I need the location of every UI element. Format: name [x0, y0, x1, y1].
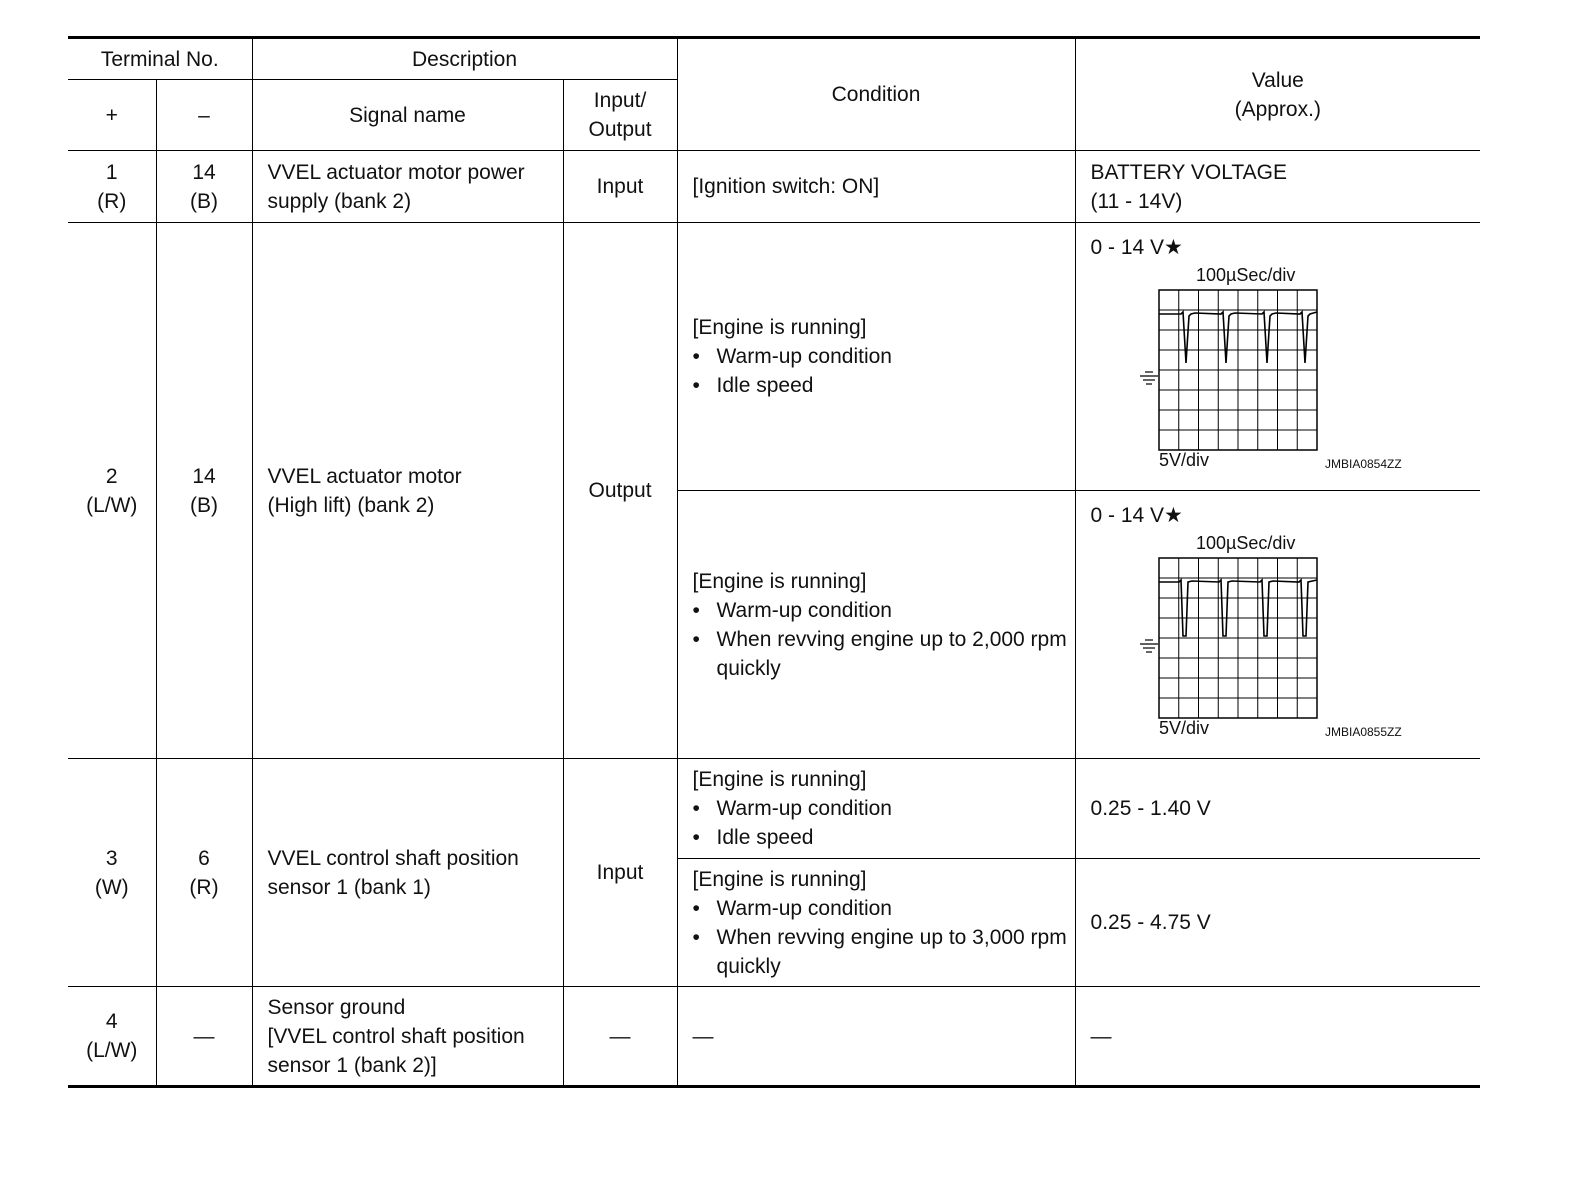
value	[1075, 491, 1480, 759]
list-item: • Idle speed	[693, 823, 1075, 852]
signal-name: Sensor ground [VVEL control shaft position sensor 1 (bank 2)]	[252, 987, 563, 1087]
list-item: • When revving engine up to 3,000 rpm quickly	[693, 923, 1075, 981]
terminal-no-header: Terminal No.	[68, 38, 252, 80]
condition: [Ignition switch: ON]	[677, 151, 1075, 223]
condition-heading: [Engine is running]	[692, 569, 867, 593]
terminal-table	[68, 36, 1480, 1088]
value-header: Value (Approx.)	[1075, 38, 1480, 151]
condition	[677, 759, 1075, 859]
condition-list	[693, 596, 1075, 683]
header-row-1	[68, 38, 1480, 80]
list-item: • Warm-up condition	[693, 342, 1075, 371]
input-output-header: Input/ Output	[563, 80, 677, 151]
terminal-minus: 14 (B)	[156, 151, 252, 223]
condition-heading: [Engine is running]	[692, 867, 867, 891]
list-item: • Idle speed	[693, 371, 1075, 400]
table-row	[68, 759, 1480, 859]
condition-heading: [Engine is running]	[692, 316, 867, 339]
condition-heading: [Engine is running]	[692, 768, 867, 791]
condition	[677, 491, 1075, 759]
minus-header: –	[156, 80, 252, 151]
signal-name: VVEL control shaft position sensor 1 (bank 1)	[252, 759, 563, 987]
input-output: —	[563, 987, 677, 1087]
figure-code: JMBIA0854ZZ	[1324, 457, 1402, 471]
table-row	[68, 987, 1480, 1087]
value: 0.25 - 4.75 V	[1075, 859, 1480, 987]
figure-code: JMBIA0855ZZ	[1324, 725, 1402, 739]
oscilloscope-waveform-revving	[1091, 532, 1431, 744]
signal-name-header: Signal name	[252, 80, 563, 151]
terminal-plus: 4 (L/W)	[68, 987, 156, 1087]
condition-header: Condition	[677, 38, 1075, 151]
waveform-voltage-range: 0 - 14 V★	[1090, 236, 1183, 259]
condition-list	[693, 794, 1075, 852]
table-row	[68, 223, 1480, 491]
volts-per-div-label: 5V/div	[1158, 718, 1209, 738]
signal-name: VVEL actuator motor (High lift) (bank 2)	[252, 223, 563, 759]
value: —	[1075, 987, 1480, 1087]
value: 0.25 - 1.40 V	[1075, 759, 1480, 859]
table-row	[68, 151, 1480, 223]
input-output: Input	[563, 759, 677, 987]
condition: —	[677, 987, 1075, 1087]
volts-per-div-label: 5V/div	[1158, 450, 1209, 470]
ground-symbol	[1140, 640, 1158, 652]
terminal-minus: 6 (R)	[156, 759, 252, 987]
value: BATTERY VOLTAGE (11 - 14V)	[1075, 151, 1480, 223]
timebase-label: 100µSec/div	[1195, 265, 1295, 285]
value	[1075, 223, 1480, 491]
oscilloscope-waveform-idle	[1091, 264, 1431, 476]
ground-symbol	[1140, 372, 1158, 384]
list-item: • Warm-up condition	[693, 894, 1075, 923]
terminal-minus: —	[156, 987, 252, 1087]
input-output: Input	[563, 151, 677, 223]
condition-list	[693, 894, 1075, 981]
condition-list	[693, 342, 1075, 400]
list-item: • When revving engine up to 2,000 rpm quickly	[693, 625, 1075, 683]
input-output: Output	[563, 223, 677, 759]
plus-header: +	[68, 80, 156, 151]
description-header: Description	[252, 38, 677, 80]
list-item: • Warm-up condition	[693, 794, 1075, 823]
timebase-label: 100µSec/div	[1195, 533, 1295, 553]
terminal-plus: 3 (W)	[68, 759, 156, 987]
condition	[677, 859, 1075, 987]
terminal-minus: 14 (B)	[156, 223, 252, 759]
terminal-plus: 1 (R)	[68, 151, 156, 223]
terminal-plus: 2 (L/W)	[68, 223, 156, 759]
signal-name: VVEL actuator motor power supply (bank 2)	[252, 151, 563, 223]
waveform-voltage-range: 0 - 14 V★	[1090, 504, 1183, 527]
condition	[677, 223, 1075, 491]
list-item: • Warm-up condition	[693, 596, 1075, 625]
